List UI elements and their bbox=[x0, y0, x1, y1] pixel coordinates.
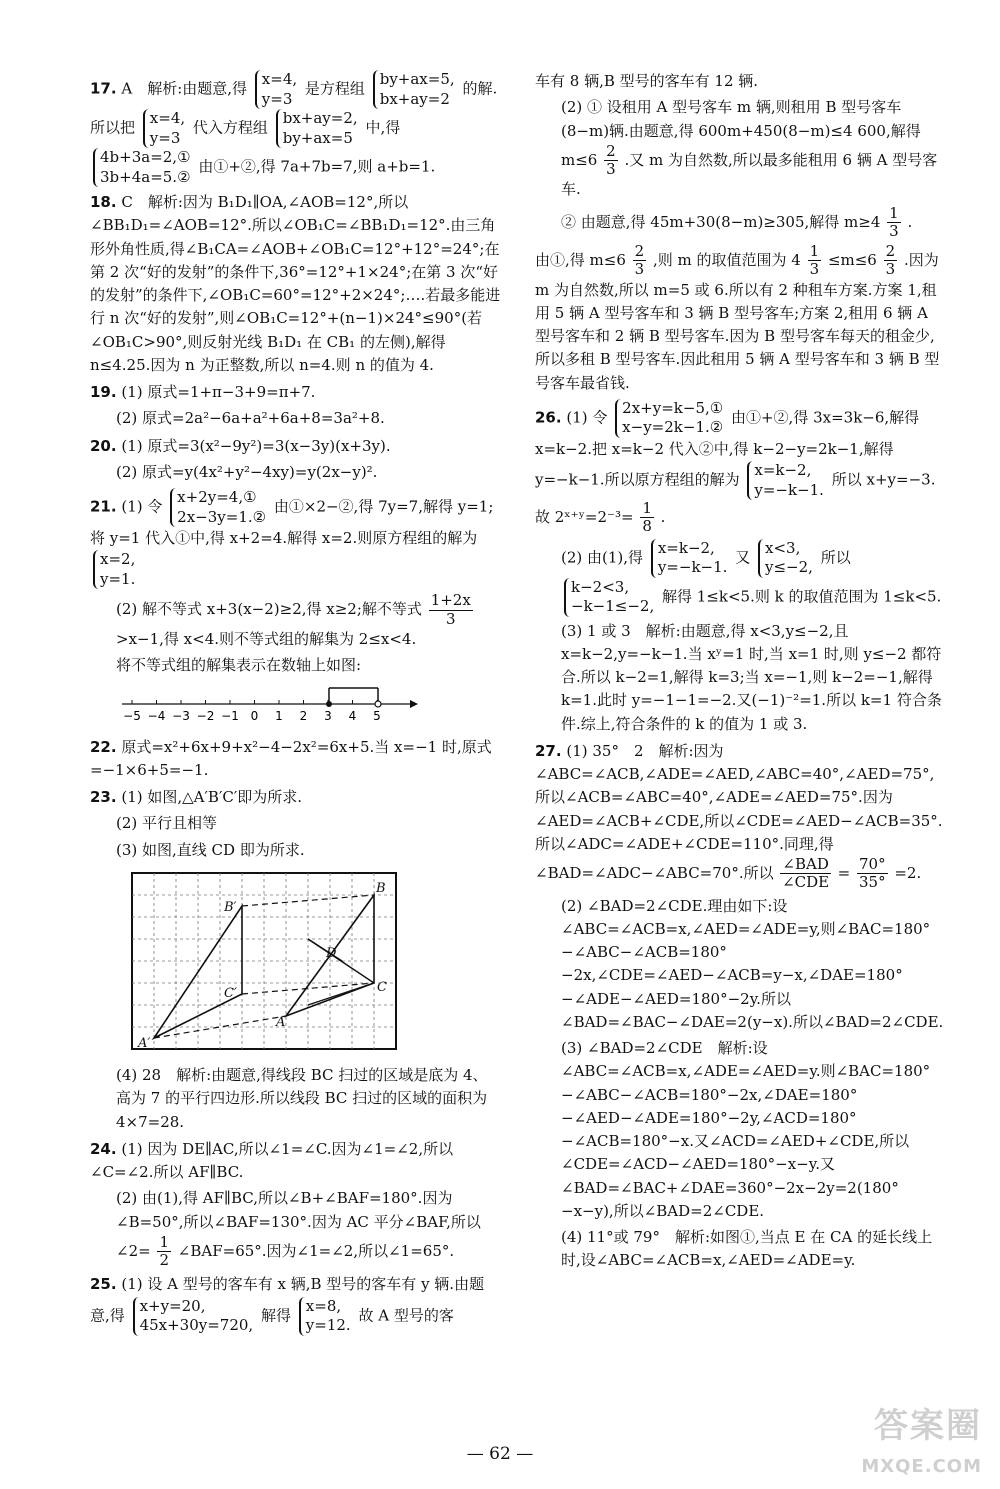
fraction: $\frac{2}{3}$ bbox=[606, 141, 616, 178]
equation-system: x=8, y=12. bbox=[299, 1297, 351, 1336]
fraction: $\frac{1+2x}{3}$ bbox=[430, 591, 471, 628]
q21-part3: 将不等式组的解集表示在数轴上如图: bbox=[116, 656, 362, 674]
question-number: 27. bbox=[535, 741, 562, 760]
equation-system: x=4, y=3 bbox=[255, 70, 297, 109]
q25-cont-part2-a: (2) ① 设租用 A 型号客车 m 辆,则租用 B 型号客车(8−m)辆.由题意,得 600m+450(8−m)≤4 600,解得 m≤6 bbox=[561, 98, 921, 169]
question-25-continued bbox=[535, 70, 947, 395]
q26-part2-d: 解得 1≤k<5.则 k 的取值范围为 1≤k<5. bbox=[662, 587, 942, 605]
q17-text-c: 的解.所以把 bbox=[90, 79, 498, 137]
fraction: $\frac{1}{8}$ bbox=[642, 499, 652, 536]
q27-part1-b: = bbox=[837, 863, 851, 882]
fraction: $\frac{1}{3}$ bbox=[809, 242, 820, 279]
watermark-logo-text: 答案圈 bbox=[874, 1406, 982, 1447]
question-25 bbox=[90, 1273, 502, 1335]
equation-system: x=4, y=3 bbox=[143, 109, 185, 148]
q25-text-2: 解得 bbox=[261, 1306, 292, 1324]
q25-text-3: 故 A 型号的客 bbox=[358, 1306, 454, 1324]
number-line-tick-label: 1 bbox=[275, 709, 283, 724]
q21-text-1: (1) 令 bbox=[121, 497, 163, 516]
q21-part2-b: >x−1,得 x<4.则不等式组的解集为 2≤x<4. bbox=[116, 629, 417, 648]
q24-part2-a: (2) 由(1),得 AF∥BC,所以∠B+∠BAF=180°.因为∠B=50°,所以∠BAF=130°.因为 AC 平分∠BAF,所以∠2= bbox=[116, 1189, 481, 1260]
watermark-url: MXQE.COM bbox=[861, 1456, 982, 1478]
number-line-tick-label: −5 bbox=[123, 709, 141, 724]
q26-text-2: 由①+②,得 3x=3k−6,解得 x=k−2.把 x=k−2 代入②中,得 k−2−y=2k−1,解得 y=−k−1.所以原方程组的解为 bbox=[535, 408, 920, 489]
q25-text-1: (1) 设 A 型号的客车有 x 辆,B 型号的客车有 y 辆.由题意,得 bbox=[90, 1275, 485, 1324]
q25-cont-part4-d: .因为 m 为自然数,所以 m=5 或 6.所以有 2 种租车方案.方案 1,租用 5 辆 A 型号客车和 3 辆 B 型号客车;方案 2,租用 6 辆 A 型号客车和 2 辆 B 型号客车.因为 B 型号客车每天的租金少,所以多租 B 型号客车.因此租用 5 辆 A 型号客车和 3 辆 B 型号客车最省钱. bbox=[535, 250, 940, 392]
q25-cont-part4-a: 由①,得 m≤6 bbox=[535, 250, 626, 269]
fraction: $\frac{1}{3}$ bbox=[889, 203, 899, 240]
fraction: $\frac{2}{3}$ bbox=[885, 242, 896, 279]
label-d: D bbox=[326, 945, 337, 961]
q25-cont-part4-b: ,则 m 的取值范围为 4 bbox=[652, 250, 801, 269]
question-number: 19. bbox=[90, 383, 117, 401]
question-number: 25. bbox=[90, 1275, 117, 1294]
right-column bbox=[535, 70, 947, 1277]
fraction: $\frac{\text{∠BAD}}{\text{∠CDE}}$ bbox=[782, 855, 830, 892]
label-b: B bbox=[376, 880, 386, 896]
q23-part3: (3) 如图,直线 CD 即为所求. bbox=[116, 840, 305, 859]
number-line-tick-label: 4 bbox=[348, 709, 357, 724]
q27-part1-a: (1) 35° 2 解析:因为∠ABC=∠ACB,∠ADE=∠AED,∠ABC=40°,∠AED=75°,所以∠ACB=∠ABC=40°,∠ADE=∠AED=75°.因为∠AED=∠ACB+∠CDE,所以∠CDE=∠AED−∠ACB=35°.所以∠ADC=∠ADE+∠CDE=110°.同理,得∠BAD=∠ADC−∠ABC=70°.所以 bbox=[535, 741, 943, 882]
q17-text-f: 由①+②,得 7a+7b=7,则 a+b=1. bbox=[198, 157, 436, 176]
q19-part2: (2) 原式=2a²−6a+a²+6a+8=3a²+8. bbox=[116, 409, 385, 428]
number-line-tick-label: −4 bbox=[147, 709, 166, 724]
q25-cont-part4-c: ≤m≤6 bbox=[827, 250, 877, 269]
number-line-tick-label: −1 bbox=[221, 709, 239, 724]
question-23 bbox=[90, 786, 502, 1134]
q27-part3: (3) ∠BAD=2∠CDE 解析:设∠ABC=∠ACB=x,∠ADE=∠AED=y.则∠BAC=180°−∠ABC−∠ACB=180°−2x,∠DAE=180°−∠AED−∠ADE=180°−2y,∠ACD=180°−∠ACB=180°−x.又∠ACD=∠AED+∠CDE,所以∠CDE=∠ACD−∠AED=180°−x−y.又∠BAD=∠BAC+∠DAE=360°−2x−2y=2(180°−x−y),所以∠BAD=2∠CDE. bbox=[561, 1039, 931, 1220]
closed-endpoint bbox=[326, 701, 332, 707]
q24-part2-b: ∠BAF=65°.因为∠1=∠2,所以∠1=65°. bbox=[177, 1241, 455, 1260]
q20-part1: (1) 原式=3(x²−9y²)=3(x−3y)(x+3y). bbox=[121, 436, 391, 455]
q17-text-d: 代入方程组 bbox=[192, 118, 268, 137]
fraction: $\frac{2}{3}$ bbox=[634, 242, 645, 279]
q17-text-a: A 解析:由题意,得 bbox=[121, 79, 248, 98]
q26-text-1: (1) 令 bbox=[566, 408, 608, 427]
q26-part2-a: (2) 由(1),得 bbox=[561, 548, 644, 566]
question-21 bbox=[90, 488, 502, 732]
q17-text-b: 是方程组 bbox=[304, 79, 365, 98]
q25-cont-part2-b: .又 m 为自然数,所以最多能租用 6 辆 A 型号客车. bbox=[561, 150, 938, 199]
q26-part2-b: 又 bbox=[735, 548, 751, 566]
equation-system: bx+ay=2, by+ax=5 bbox=[276, 109, 358, 148]
q26-text-3: 所以 x+y=−3.故 2ˣ⁺ʸ=2⁻³= bbox=[535, 470, 936, 526]
label-a-prime: A′ bbox=[138, 1035, 151, 1051]
equation-system: x=k−2, y=−k−1. bbox=[651, 539, 728, 578]
question-number: 22. bbox=[90, 737, 117, 756]
label-a: A bbox=[276, 1014, 286, 1030]
equation-system: 4b+3a=2,① 3b+4a=5.② bbox=[93, 148, 191, 187]
number-line-tick-label: −3 bbox=[172, 709, 190, 724]
question-number: 24. bbox=[90, 1139, 117, 1158]
q21-text-2: 由①×2−②,得 7y=7,解得 y=1;将 y=1 代入①中,得 x+2=4.解得 x=2.则原方程组的解为 bbox=[90, 497, 494, 547]
question-number: 17. bbox=[90, 79, 117, 98]
q26-part3: (3) 1 或 3 解析:由题意,得 x<3,y≤−2,且 x=k−2,y=−k−1.当 xʸ=1 时,当 x=1 时,则 y≤−2 都符合.所以 k−2=1,解得 k=3;当 x=−1,则 k−2=−1,解得 k=1.此时 y=−1−1=−2.又(−1)⁻²=1.所以 k=1 符合条件.综上,符合条件的 k 的值为 1 或 3. bbox=[561, 621, 942, 733]
left-column bbox=[90, 70, 502, 1340]
number-line-tick-label: 0 bbox=[250, 709, 259, 724]
question-number: 18. bbox=[90, 193, 117, 211]
q19-part1: (1) 原式=1+π−3+9=π+7. bbox=[121, 383, 316, 401]
equation-system: x=k−2, y=−k−1. bbox=[747, 461, 824, 500]
q17-text-e: 中,得 bbox=[365, 118, 401, 137]
equation-system: 2x+y=k−5,① x−y=2k−1.② bbox=[615, 399, 723, 438]
q23-part2: (2) 平行且相等 bbox=[116, 814, 218, 833]
equation-system: k−2<3, −k−1≤−2, bbox=[564, 578, 654, 617]
question-22 bbox=[90, 736, 502, 783]
q27-part1-c: =2. bbox=[894, 863, 922, 882]
label-c: C bbox=[377, 979, 387, 995]
equation-system: x+2y=4,① 2x−3y=1.② bbox=[170, 488, 266, 527]
q26-part2-c: 所以 bbox=[820, 548, 851, 566]
question-26 bbox=[535, 399, 947, 736]
number-line-tick-label: 5 bbox=[373, 709, 381, 724]
number-line-tick-label: 2 bbox=[299, 709, 308, 724]
q22-text: 原式=x²+6x+9+x²−4−2x²=6x+5.当 x=−1 时,原式=−1×6+5=−1. bbox=[90, 737, 492, 779]
q24-part1: (1) 因为 DE∥AC,所以∠1=∠C.因为∠1=∠2,所以∠C=∠2.所以 AF∥BC. bbox=[90, 1139, 454, 1181]
q25-cont-part3-a: ② 由题意,得 45m+30(8−m)≥305,解得 m≥4 bbox=[561, 212, 881, 231]
q23-part1: (1) 如图,△A′B′C′即为所求. bbox=[121, 788, 302, 806]
grid-figure bbox=[130, 871, 400, 1051]
q20-part2: (2) 原式=y(4x²+y²−4xy)=y(2x−y)². bbox=[116, 462, 378, 481]
open-endpoint bbox=[375, 701, 381, 707]
question-number: 23. bbox=[90, 788, 117, 806]
q21-part2-a: (2) 解不等式 x+3(x−2)≥2,得 x≥2;解不等式 bbox=[116, 600, 422, 618]
label-c-prime: C′ bbox=[224, 985, 237, 1001]
q27-part2: (2) ∠BAD=2∠CDE.理由如下:设∠ABC=∠ACB=x,∠AED=∠ADE=y,则∠BAC=180°−∠ABC−∠ACB=180°−2x,∠CDE=∠AED−∠ACB=y−x,∠DAE=180°−∠ADE−∠AED=180°−2y.所以∠BAD=∠BAC−∠DAE=2(y−x).所以∠BAD=2∠CDE. bbox=[561, 896, 944, 1031]
number-line-tick-label: 3 bbox=[324, 709, 332, 724]
question-20 bbox=[90, 435, 502, 485]
equation-system: x=2, y=1. bbox=[93, 550, 135, 589]
watermark bbox=[861, 1400, 982, 1481]
q23-part4: (4) 28 解析:由题意,得线段 BC 扫过的区域是底为 4、高为 7 的平行四边形.所以线段 BC 扫过的区域的面积为 4×7=28. bbox=[116, 1066, 488, 1131]
fraction: $\frac{70^\circ}{35^\circ}$ bbox=[858, 855, 886, 892]
equation-system: x<3, y≤−2, bbox=[758, 539, 813, 578]
question-19 bbox=[90, 381, 502, 431]
label-b-prime: B′ bbox=[224, 899, 237, 915]
q25-cont-part3-b: . bbox=[907, 212, 913, 231]
page-number: — 62 — bbox=[466, 1444, 534, 1464]
question-18 bbox=[90, 191, 502, 377]
question-number: 26. bbox=[535, 408, 562, 427]
equation-system: x+y=20, 45x+30y=720, bbox=[133, 1297, 254, 1336]
number-line-tick-label: −2 bbox=[196, 709, 215, 724]
question-number: 20. bbox=[90, 436, 117, 455]
equation-system: by+ax=5, bx+ay=2 bbox=[373, 70, 455, 109]
q25-cont-part1: 车有 8 辆,B 型号的客车有 12 辆. bbox=[535, 72, 759, 90]
fraction: $\frac{1}{2}$ bbox=[159, 1232, 170, 1269]
q26-text-4: . bbox=[660, 507, 666, 526]
question-number: 21. bbox=[90, 497, 117, 516]
q18-text: C 解析:因为 B₁D₁∥OA,∠AOB=12°,所以∠BB₁D₁=∠AOB=12°.所以∠OB₁C=∠BB₁D₁=12°.由三角形外角性质,得∠B₁CA=∠AOB+∠OB₁C=12°+12°=24°;在第 2 次“好的发射”的条件下,36°=12°+1×24°;在第 3 次“好的发射”的条件下,∠OB₁C=60°=12°+2×24°;….若最多能进行 n 次“好的发射”,则∠OB₁C=12°+(n−1)×24°≤90°(若∠OB₁C>90°,则反射光线 B₁D₁ 在 CB₁ 的左侧),解得 n≤4.25.因为 n 为正整数,所以 n=4.则 n 的值为 4. bbox=[90, 193, 501, 374]
number-line bbox=[118, 680, 418, 724]
question-24 bbox=[90, 1138, 502, 1270]
question-17 bbox=[90, 70, 502, 187]
q27-part4: (4) 11°或 79° 解析:如图①,当点 E 在 CA 的延长线上时,设∠ABC=∠ACB=x,∠AED=∠ADE=y. bbox=[561, 1228, 933, 1270]
question-27 bbox=[535, 740, 947, 1273]
